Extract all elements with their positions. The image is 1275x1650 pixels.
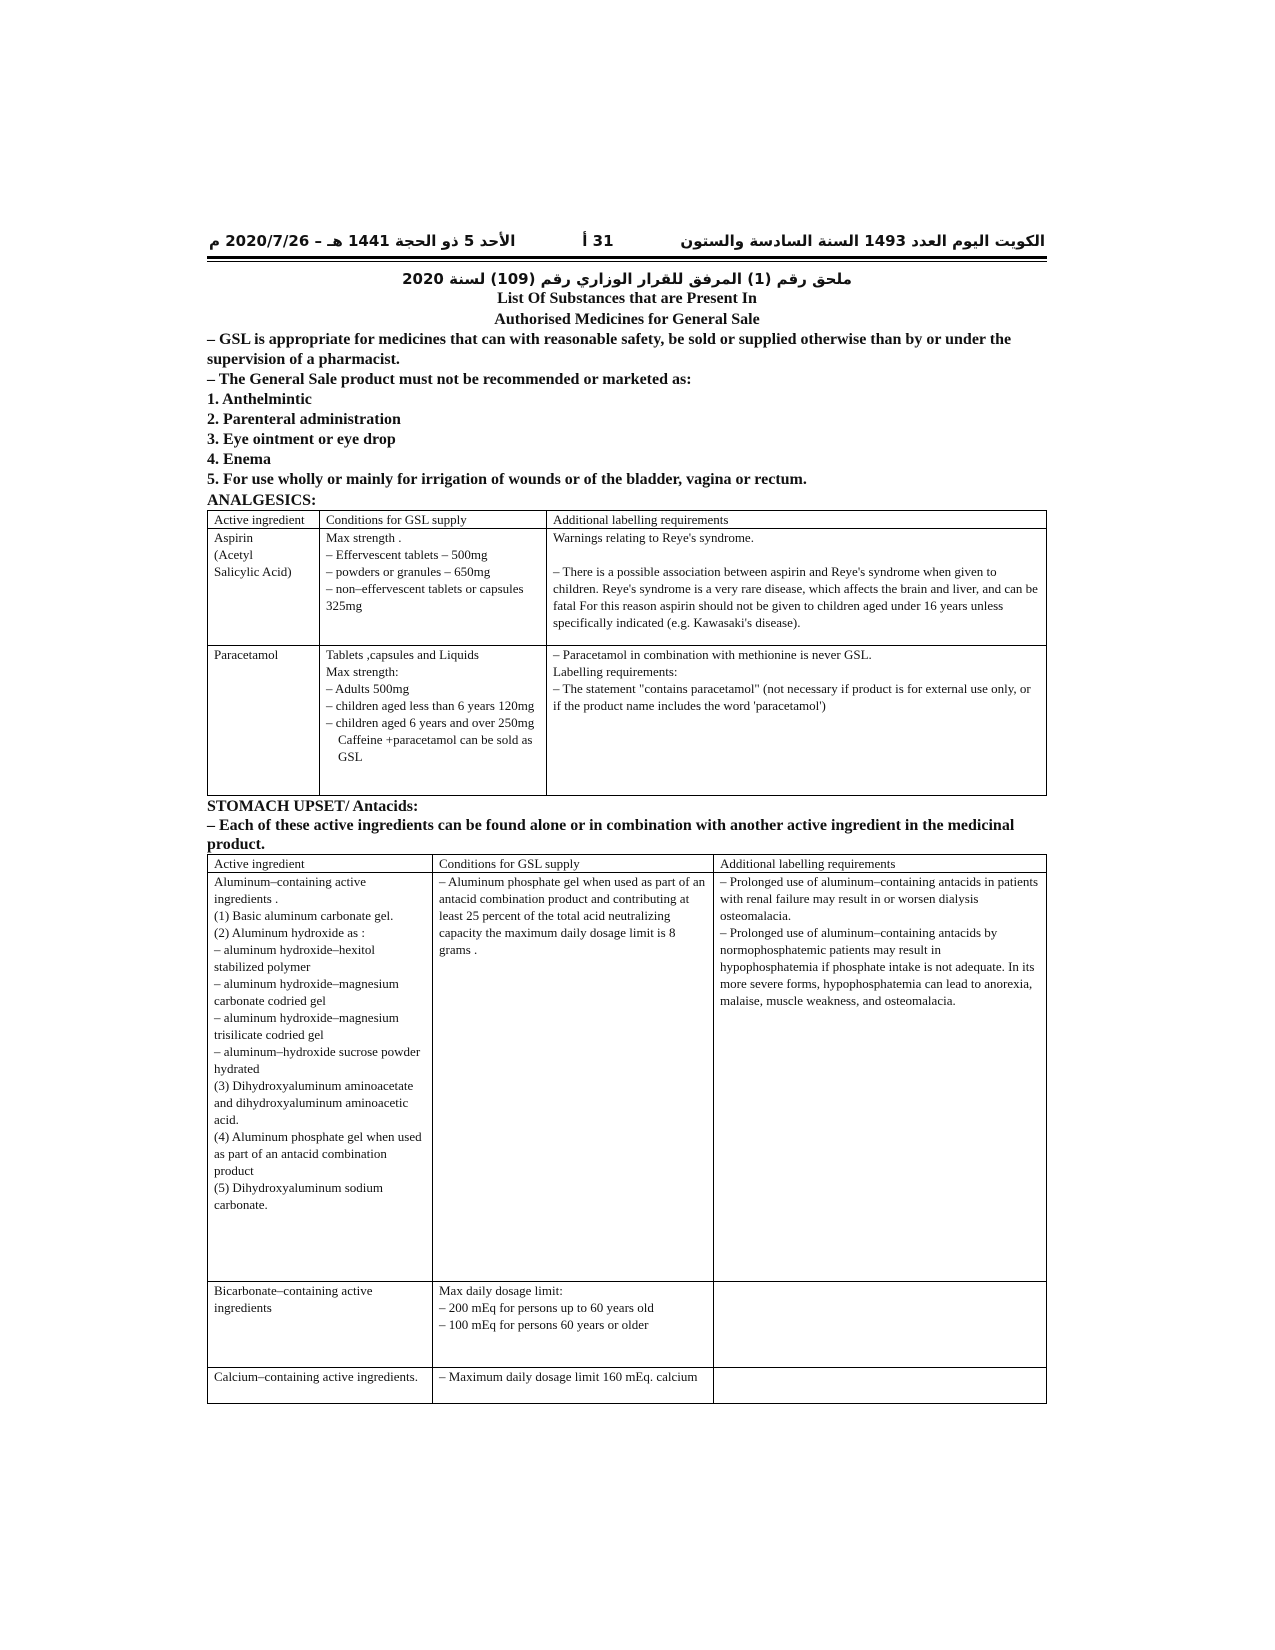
cell-line: – children aged 6 years and over 250mg bbox=[326, 715, 535, 730]
intro-line: 5. For use wholly or mainly for irrigation of wounds or of the bladder, vagina or rectum. bbox=[207, 471, 807, 488]
list-subtitle: Authorised Medicines for General Sale bbox=[494, 311, 760, 328]
gazette-header bbox=[207, 232, 1047, 256]
cell-line: Salicylic Acid) bbox=[214, 564, 292, 579]
cell-line: – aluminum hydroxide–magnesium carbonate codried gel bbox=[214, 976, 399, 1008]
cell-line: – The statement "contains paracetamol" (not necessary if product is for external use only, or if the product name includes the word 'paracetamol') bbox=[553, 681, 1031, 713]
intro-line: – GSL is appropriate for medicines that can with reasonable safety, be sold or supplied otherwise than by or under the supervision of a pharmacist. bbox=[207, 331, 1012, 368]
cell-line: – non–effervescent tablets or capsules 325mg bbox=[326, 581, 524, 613]
cell-line: Labelling requirements: bbox=[553, 664, 678, 679]
column-header: Conditions for GSL supply bbox=[433, 855, 714, 873]
intro-line: 2. Parenteral administration bbox=[207, 411, 401, 428]
table-row bbox=[208, 873, 1047, 1282]
ingredient-cell bbox=[208, 1282, 433, 1368]
conditions-cell bbox=[433, 1282, 714, 1368]
header-date: الأحد 5 ذو الحجة 1441 هـ – 2020/7/26 م bbox=[209, 232, 516, 250]
cell-line: (1) Basic aluminum carbonate gel. bbox=[214, 908, 394, 923]
cell-line: – Effervescent tablets – 500mg bbox=[326, 547, 488, 562]
annex-title-arabic: ملحق رقم (1) المرفق للقرار الوزاري رقم (109) لسنة 2020 bbox=[402, 270, 852, 288]
cell-line: – aluminum–hydroxide sucrose powder hydrated bbox=[214, 1044, 421, 1076]
analgesics-title: ANALGESICS: bbox=[207, 492, 317, 509]
cell-line: Bicarbonate–containing active ingredients bbox=[214, 1283, 373, 1315]
analgesics-table bbox=[207, 510, 1047, 796]
labelling-cell bbox=[547, 529, 1047, 646]
ingredient-cell bbox=[208, 1368, 433, 1404]
cell-line: Aluminum–containing active ingredients . bbox=[214, 874, 366, 906]
ingredient-cell bbox=[208, 646, 320, 796]
cell-line: Max daily dosage limit: bbox=[439, 1283, 563, 1298]
cell-line: Aspirin bbox=[214, 530, 253, 545]
table-row bbox=[208, 1368, 1047, 1404]
labelling-cell bbox=[714, 1282, 1047, 1368]
header-page-number: 31 أ bbox=[582, 232, 614, 250]
labelling-cell bbox=[547, 646, 1047, 796]
conditions-cell bbox=[433, 873, 714, 1282]
table-row bbox=[208, 646, 1047, 796]
intro-line: 4. Enema bbox=[207, 451, 271, 468]
cell-line: Max strength . bbox=[326, 530, 402, 545]
intro-line: – The General Sale product must not be recommended or marketed as: bbox=[207, 371, 692, 388]
header-issue: الكويت اليوم العدد 1493 السنة السادسة والستون bbox=[680, 232, 1045, 250]
cell-line: (3) Dihydroxyaluminum aminoacetate and dihydroxyaluminum aminoacetic acid. bbox=[214, 1078, 414, 1127]
cell-line: (Acetyl bbox=[214, 547, 253, 562]
labelling-cell bbox=[714, 873, 1047, 1282]
cell-line: Paracetamol bbox=[214, 647, 279, 662]
cell-line: – aluminum hydroxide–hexitol stabilized polymer bbox=[214, 942, 376, 974]
labelling-cell bbox=[714, 1368, 1047, 1404]
cell-line: Warnings relating to Reye's syndrome. bbox=[553, 530, 754, 545]
cell-line: – powders or granules – 650mg bbox=[326, 564, 491, 579]
column-header: Additional labelling requirements bbox=[714, 855, 1047, 873]
cell-line: Calcium–containing active ingredients. bbox=[214, 1369, 418, 1384]
antacids-note: – Each of these active ingredients can be found alone or in combination with another active ingredient in the medicinal product. bbox=[207, 817, 1015, 853]
cell-line: (4) Aluminum phosphate gel when used as part of an antacid combination product bbox=[214, 1129, 422, 1178]
conditions-cell bbox=[320, 529, 547, 646]
column-header: Active ingredient bbox=[208, 511, 320, 529]
header-rule bbox=[207, 256, 1047, 262]
antacids-title: STOMACH UPSET/ Antacids: bbox=[207, 798, 419, 815]
table-row bbox=[208, 529, 1047, 646]
cell-line: Tablets ,capsules and Liquids bbox=[326, 647, 479, 662]
intro-line: 3. Eye ointment or eye drop bbox=[207, 431, 396, 448]
cell-line: (5) Dihydroxyaluminum sodium carbonate. bbox=[214, 1180, 383, 1212]
cell-line: – 100 mEq for persons 60 years or older bbox=[439, 1317, 649, 1332]
cell-line: (2) Aluminum hydroxide as : bbox=[214, 925, 365, 940]
table-row bbox=[208, 1282, 1047, 1368]
cell-line: – children aged less than 6 years 120mg bbox=[326, 698, 535, 713]
conditions-cell bbox=[433, 1368, 714, 1404]
cell-line: – Prolonged use of aluminum–containing antacids in patients with renal failure may result in or worsen dialysis osteomalacia. bbox=[720, 874, 1039, 923]
cell-line: Max strength: bbox=[326, 664, 399, 679]
intro-line: 1. Anthelmintic bbox=[207, 391, 312, 408]
column-header: Additional labelling requirements bbox=[547, 511, 1047, 529]
document-page bbox=[207, 232, 1047, 1404]
table-header-row bbox=[208, 511, 1047, 529]
cell-line: Caffeine +paracetamol can be sold as GSL bbox=[338, 732, 533, 764]
cell-line: – Prolonged use of aluminum–containing antacids by normophosphatemic patients may result in hypophosphatemia if phosphate intake is not adequate. In its more severe forms, hypophosphatemia can lead to anorexia, malaise, muscle weakness, and osteomalacia. bbox=[720, 925, 1035, 1008]
intro-notes bbox=[207, 330, 1047, 490]
list-title: List Of Substances that are Present In bbox=[497, 290, 757, 307]
cell-line: – aluminum hydroxide–magnesium trisilicate codried gel bbox=[214, 1010, 399, 1042]
cell-line: – Aluminum phosphate gel when used as part of an antacid combination product and contributing at least 25 percent of the total acid neutralizing capacity the maximum daily dosage limit is 8 grams . bbox=[439, 874, 706, 957]
table-header-row bbox=[208, 855, 1047, 873]
antacids-table bbox=[207, 854, 1047, 1404]
cell-line: – 200 mEq for persons up to 60 years old bbox=[439, 1300, 654, 1315]
column-header: Active ingredient bbox=[208, 855, 433, 873]
column-header: Conditions for GSL supply bbox=[320, 511, 547, 529]
cell-line: – Adults 500mg bbox=[326, 681, 410, 696]
ingredient-cell bbox=[208, 873, 433, 1282]
conditions-cell bbox=[320, 646, 547, 796]
ingredient-cell bbox=[208, 529, 320, 646]
cell-line bbox=[553, 546, 1040, 563]
cell-line: – Paracetamol in combination with methionine is never GSL. bbox=[553, 647, 872, 662]
cell-line: – Maximum daily dosage limit 160 mEq. calcium bbox=[439, 1369, 698, 1384]
cell-line: – There is a possible association between aspirin and Reye's syndrome when given to children. Reye's syndrome is a very rare disease, which affects the brain and liver, and can be fatal For this reason aspirin should not be given to children aged under 16 years unless specifically indicated (e.g. Kawasaki's disease). bbox=[553, 564, 1038, 630]
